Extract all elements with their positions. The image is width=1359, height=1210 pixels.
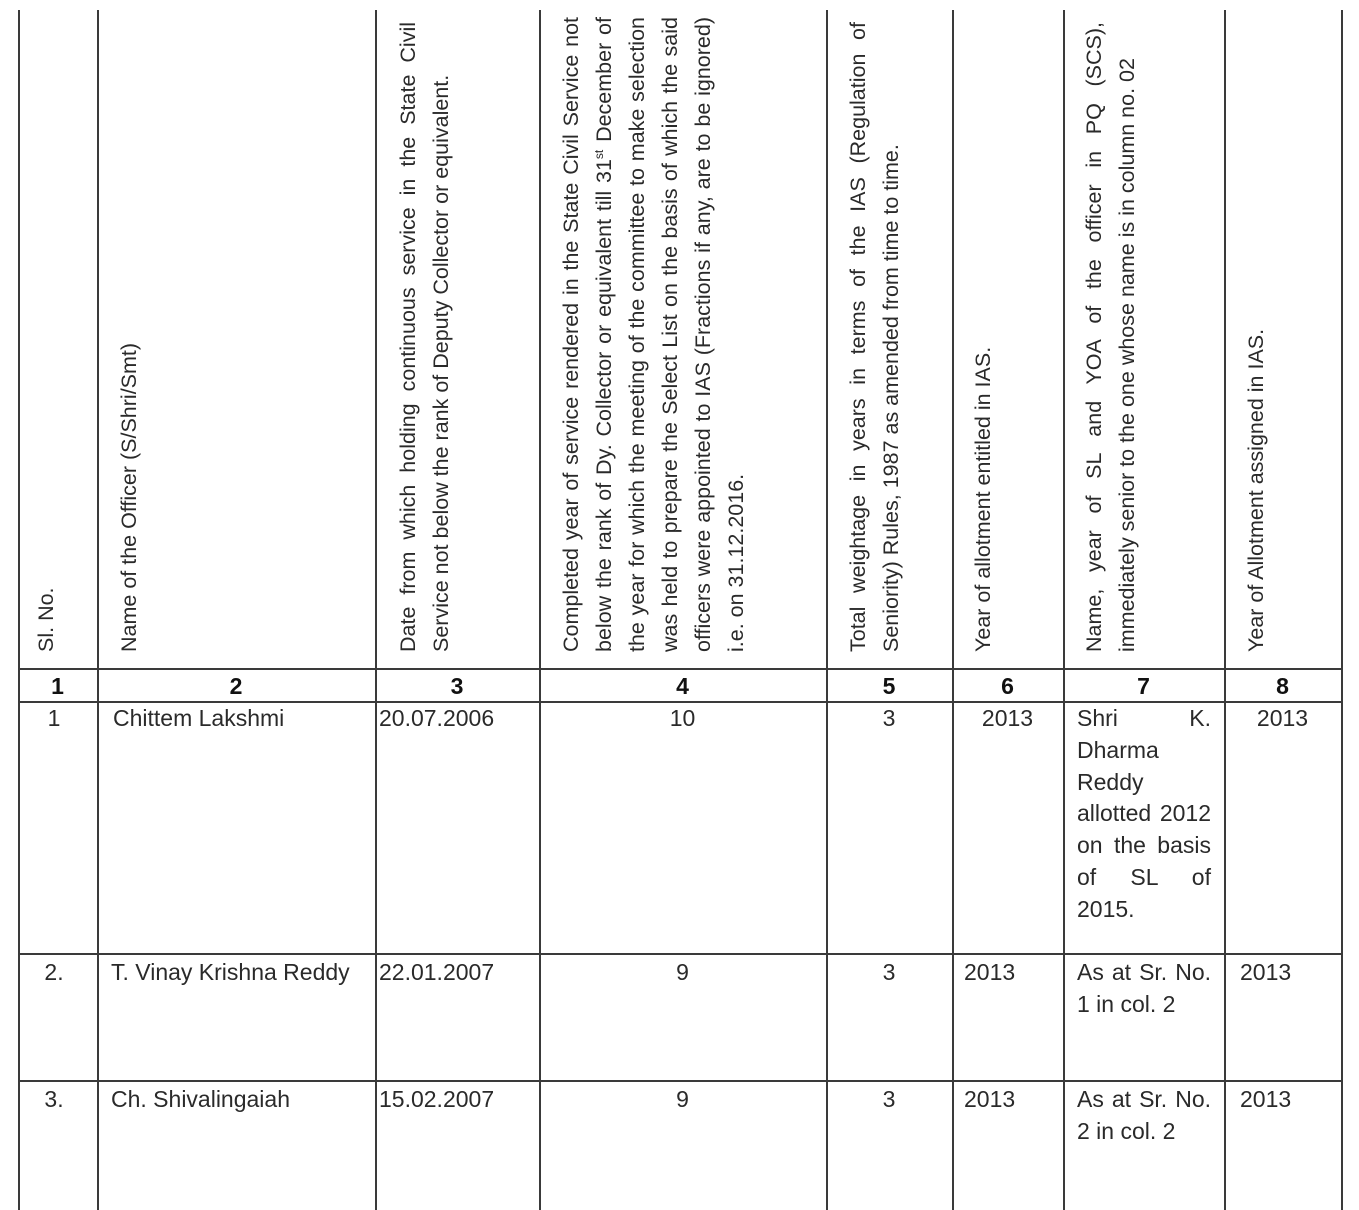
header-completed-years: Completed year of service rendered in the State Civil Service not below the rank of Dy. Collector or equivalent till 31st December of the year for which the meeting of the committee to make selection was held to prepare the Select List on the basis of which the said officers were appointed to IAS (Fractions if any, are to be ignored) i.e. on 31.12.2016. xyxy=(559,17,748,652)
cell-service-date: 20.07.2006 xyxy=(379,705,495,731)
cell-officer-name: Ch. Shivalingaiah xyxy=(111,1086,291,1112)
header-officer-name: Name of the Officer (S/Shri/Smt) xyxy=(117,342,141,652)
header-sl-no: Sl. No. xyxy=(34,587,58,652)
cell-yoa-entitled: 2013 xyxy=(964,959,1016,985)
grid-line xyxy=(1063,10,1065,1210)
header-senior-officer: Name, year of SL and YOA of the officer in PQ (SCS), immediately senior to the one whose name is in column no. 02 xyxy=(1082,22,1139,652)
column-number: 5 xyxy=(882,673,896,699)
grid-line xyxy=(18,953,1343,955)
column-number: 4 xyxy=(676,673,689,699)
column-number: 8 xyxy=(1276,673,1289,699)
cell-senior-officer: As at Sr. No. 1 in col. 2 xyxy=(1077,959,1211,1017)
cell-officer-name: T. Vinay Krishna Reddy xyxy=(111,959,350,985)
column-number: 6 xyxy=(1001,673,1014,699)
cell-weightage: 3 xyxy=(882,1086,896,1112)
cell-officer-name: Chittem Lakshmi xyxy=(113,705,285,731)
column-number: 1 xyxy=(51,673,64,699)
cell-completed-years: 10 xyxy=(669,705,696,731)
grid-line xyxy=(18,1080,1343,1082)
header-yoa-assigned: Year of Allotment assigned in IAS. xyxy=(1244,328,1268,652)
cell-yoa-assigned: 2013 xyxy=(1240,959,1292,985)
cell-yoa-assigned: 2013 xyxy=(1240,1086,1292,1112)
header-yoa-entitled: Year of allotment entitled in IAS. xyxy=(971,346,995,652)
cell-sl-no: 1 xyxy=(47,705,61,731)
cell-yoa-entitled: 2013 xyxy=(981,705,1034,731)
cell-weightage: 3 xyxy=(882,705,896,731)
grid-line xyxy=(952,10,954,1210)
header-total-weightage: Total weightage in years in terms of the IAS (Regulation of Seniority) Rules, 1987 as amended from time to time. xyxy=(846,22,903,652)
grid-line xyxy=(1341,10,1343,1210)
column-number: 2 xyxy=(229,673,243,699)
grid-line xyxy=(97,10,99,1210)
column-number: 7 xyxy=(1137,673,1150,699)
cell-senior-officer: Shri K. Dharma Reddy allotted 2012 on the basis of SL of 2015. xyxy=(1077,705,1211,922)
cell-completed-years: 9 xyxy=(676,959,689,985)
column-number: 3 xyxy=(450,673,464,699)
cell-yoa-assigned: 2013 xyxy=(1256,705,1309,731)
grid-line xyxy=(539,10,541,1210)
cell-completed-years: 9 xyxy=(676,1086,689,1112)
cell-yoa-entitled: 2013 xyxy=(964,1086,1016,1112)
cell-sl-no: 3. xyxy=(44,1086,64,1112)
grid-line xyxy=(1224,10,1226,1210)
grid-line xyxy=(375,10,377,1210)
grid-line xyxy=(18,10,20,1210)
header-service-date: Date from which holding continuous service in the State Civil Service not below the rank of Deputy Collector or equivalent. xyxy=(396,22,453,652)
cell-service-date: 22.01.2007 xyxy=(379,959,495,985)
cell-sl-no: 2. xyxy=(44,959,64,985)
cell-senior-officer: As at Sr. No. 2 in col. 2 xyxy=(1077,1086,1211,1144)
cell-service-date: 15.02.2007 xyxy=(379,1086,495,1112)
cell-weightage: 3 xyxy=(882,959,896,985)
grid-line xyxy=(826,10,828,1210)
